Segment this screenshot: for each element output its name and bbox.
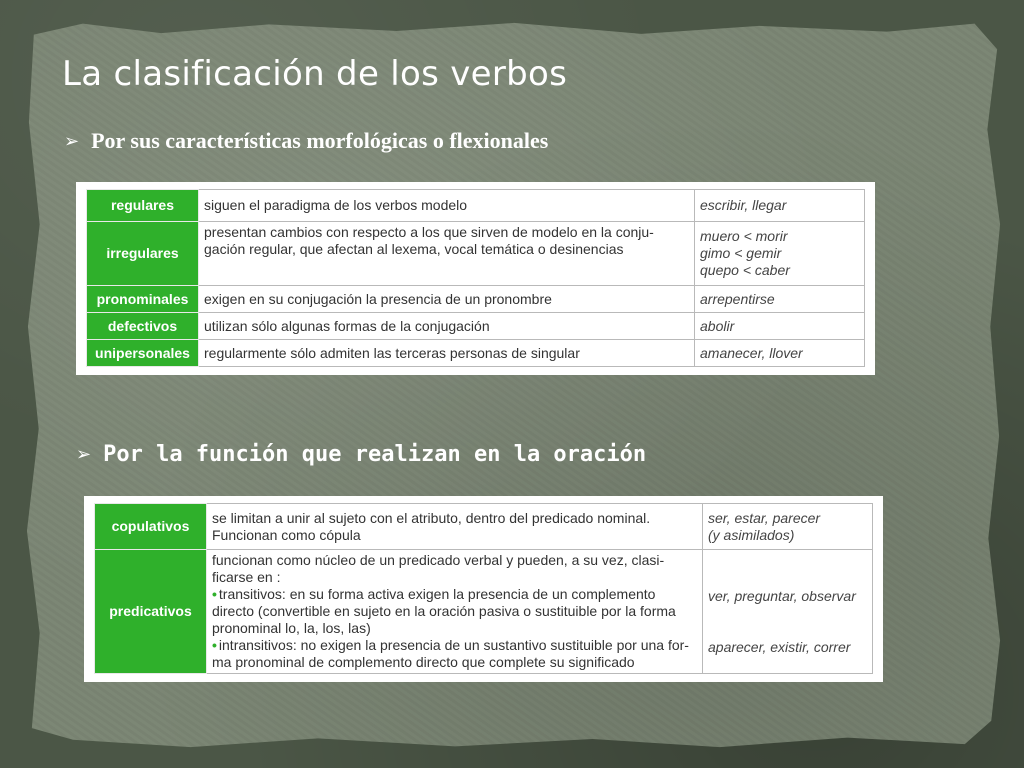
- table-row: [87, 190, 865, 222]
- bullet-function-text: Por la función que realizan en la oración: [103, 442, 647, 467]
- row-description: siguen el paradigma de los verbos modelo: [199, 190, 695, 222]
- bullet-dot-icon: •: [212, 586, 217, 602]
- table-row: [87, 340, 865, 367]
- arrow-right-icon: ➢: [64, 130, 80, 152]
- bullet-morphological: [64, 128, 548, 154]
- row-example: ser, estar, parecer (y asimilados): [703, 504, 873, 550]
- bullet-dot-icon: •: [212, 637, 217, 653]
- row-label: irregulares: [87, 222, 199, 286]
- row-example: ver, preguntar, observar aparecer, existir, correr: [703, 550, 873, 674]
- table-row: [87, 222, 865, 286]
- row-label: pronominales: [87, 286, 199, 313]
- row-example: escribir, llegar: [695, 190, 865, 222]
- slide-title: La clasificación de los verbos: [62, 54, 568, 94]
- table-row: [87, 286, 865, 313]
- row-description: regularmente sólo admiten las terceras personas de singular: [199, 340, 695, 367]
- row-description: se limitan a unir al sujeto con el atributo, dentro del predicado nominal. Funcionan como cópula: [207, 504, 703, 550]
- morphological-table: [76, 182, 875, 375]
- table-row: [95, 550, 873, 674]
- table-row: [95, 504, 873, 550]
- row-description: funcionan como núcleo de un predicado verbal y pueden, a su vez, clasi- ficarse en : • transitivos: en su forma activa exigen la presencia de un complemento directo (convertible en sujeto en la oración pasiva o sustituible por la forma pronominal lo, la, los, las) • intransitivos: no exigen la presencia de un sustantivo sustituible por una for- ma pronominal de complemento directo que complete su significado: [207, 550, 703, 674]
- row-label: defectivos: [87, 313, 199, 340]
- row-label: unipersonales: [87, 340, 199, 367]
- row-description: presentan cambios con respecto a los que sirven de modelo en la conju- gación regular, que afectan al lexema, vocal temática o desinencias: [199, 222, 695, 286]
- row-example: muero < morir gimo < gemir quepo < caber: [695, 222, 865, 286]
- arrow-right-icon: ➢: [76, 444, 92, 465]
- bullet-function: [76, 442, 646, 467]
- row-example: arrepentirse: [695, 286, 865, 313]
- row-label: copulativos: [95, 504, 207, 550]
- function-table: [84, 496, 883, 682]
- row-label: regulares: [87, 190, 199, 222]
- row-example: abolir: [695, 313, 865, 340]
- row-label: predicativos: [95, 550, 207, 674]
- row-description: exigen en su conjugación la presencia de un pronombre: [199, 286, 695, 313]
- bullet-morphological-text: Por sus características morfológicas o flexionales: [91, 128, 549, 153]
- row-example: amanecer, llover: [695, 340, 865, 367]
- intransitivos-item: • intransitivos: no exigen la presencia de un sustantivo sustituible por una for-: [212, 637, 689, 653]
- row-description: utilizan sólo algunas formas de la conjugación: [199, 313, 695, 340]
- transitivos-item: • transitivos: en su forma activa exigen la presencia de un complemento: [212, 586, 656, 602]
- table-row: [87, 313, 865, 340]
